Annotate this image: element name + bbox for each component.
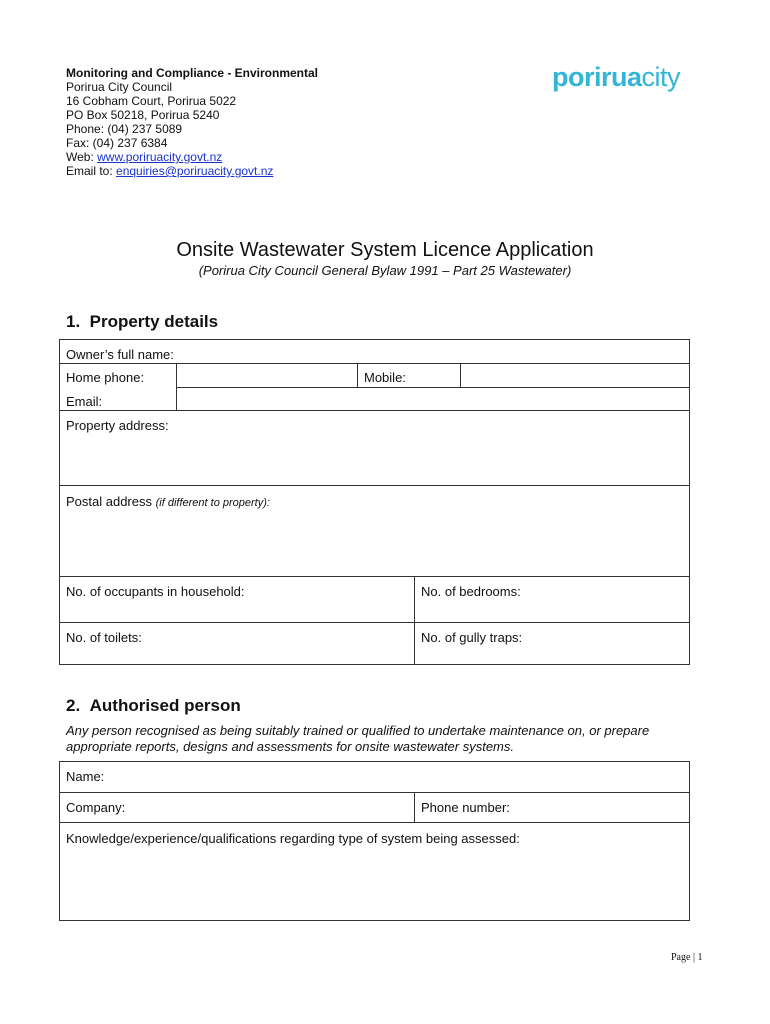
council-name: Porirua City Council bbox=[66, 80, 173, 94]
property-address-label: Property address: bbox=[66, 418, 169, 433]
home-phone-field[interactable] bbox=[178, 365, 356, 386]
row-divider bbox=[59, 363, 690, 364]
postal-address-text: Postal address bbox=[66, 494, 152, 509]
row-divider bbox=[176, 387, 690, 388]
knowledge-field[interactable] bbox=[60, 850, 688, 920]
row-divider bbox=[59, 576, 690, 577]
email-label: Email to: bbox=[66, 164, 113, 178]
email-link[interactable]: enquiries@poriruacity.govt.nz bbox=[116, 164, 274, 178]
po-box: PO Box 50218, Porirua 5240 bbox=[66, 108, 220, 122]
row-divider bbox=[59, 485, 690, 486]
owner-name-label: Owner’s full name: bbox=[66, 347, 174, 362]
email-label: Email: bbox=[66, 394, 103, 409]
section2-intro: Any person recognised as being suitably trained or qualified to undertake maintenance on, or prepare appropriate reports, designs and assessments for onsite wastewater systems. bbox=[66, 723, 650, 754]
email-field[interactable] bbox=[178, 389, 688, 409]
col-divider bbox=[357, 363, 358, 387]
section1-heading: 1. Property details bbox=[66, 312, 219, 331]
col-divider bbox=[460, 363, 461, 387]
porirua-city-logo bbox=[552, 62, 680, 93]
row-divider bbox=[59, 792, 690, 793]
mobile-field[interactable] bbox=[462, 365, 688, 386]
section2-heading: 2. Authorised person bbox=[66, 696, 241, 715]
department-name: Monitoring and Compliance - Environmental bbox=[66, 66, 319, 80]
toilets-label: No. of toilets: bbox=[66, 630, 142, 645]
email-line bbox=[66, 164, 318, 178]
page-title: Onsite Wastewater System Licence Application bbox=[176, 239, 594, 261]
street-address: 16 Cobham Court, Porirua 5022 bbox=[66, 94, 237, 108]
logo-part2: city bbox=[641, 62, 681, 92]
mobile-label: Mobile: bbox=[364, 370, 406, 385]
web-link[interactable]: www.poriruacity.govt.nz bbox=[97, 150, 223, 164]
phone-number-label: Phone number: bbox=[421, 800, 510, 815]
logo-part1: porirua bbox=[552, 62, 642, 92]
name-label: Name: bbox=[66, 769, 105, 784]
col-divider bbox=[414, 792, 415, 822]
row-divider bbox=[59, 822, 690, 823]
owner-name-field[interactable] bbox=[190, 341, 686, 361]
phone-line: Phone: (04) 237 5089 bbox=[66, 122, 183, 136]
occupants-label: No. of occupants in household: bbox=[66, 584, 245, 599]
gully-traps-label: No. of gully traps: bbox=[421, 630, 523, 645]
property-address-field[interactable] bbox=[60, 436, 688, 484]
col-divider bbox=[176, 363, 177, 410]
home-phone-label: Home phone: bbox=[66, 370, 145, 385]
row-divider bbox=[59, 622, 690, 623]
contact-block bbox=[66, 66, 318, 178]
web-line bbox=[66, 150, 318, 164]
knowledge-label: Knowledge/experience/qualifications regarding type of system being assessed: bbox=[66, 831, 520, 846]
postal-address-note: (if different to property): bbox=[155, 497, 270, 509]
bedrooms-label: No. of bedrooms: bbox=[421, 584, 521, 599]
page-subtitle: (Porirua City Council General Bylaw 1991 – Part 25 Wastewater) bbox=[198, 263, 572, 278]
postal-address-label bbox=[66, 494, 270, 509]
row-divider bbox=[59, 410, 690, 411]
web-label: Web: bbox=[66, 150, 94, 164]
col-divider bbox=[414, 576, 415, 665]
page-number: Page | 1 bbox=[671, 952, 703, 963]
company-label: Company: bbox=[66, 800, 126, 815]
fax-line: Fax: (04) 237 6384 bbox=[66, 136, 168, 150]
postal-address-field[interactable] bbox=[60, 513, 688, 575]
